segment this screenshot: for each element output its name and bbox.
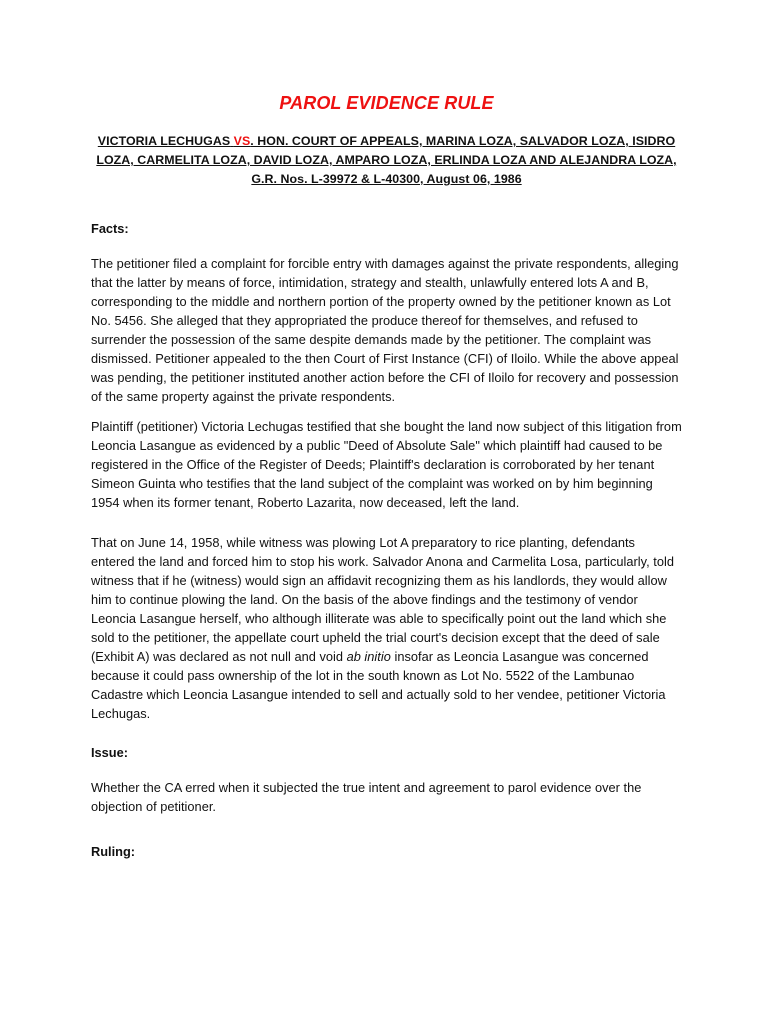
issue-text: Whether the CA erred when it subjected the true intent and agreement to parol evidence over the objection of petitioner. (91, 780, 642, 814)
facts-paragraph-3 (91, 533, 682, 723)
case-caption (91, 132, 682, 189)
facts-paragraph-3-part-b: insofar as Leoncia Lasangue was concerned because it could pass ownership of the lot in the south known as Lot No. 5522 of the Lambunao Cadastre which Leoncia Lasangue intended to sell and actually sold to her vendee, petitioner Victoria Lechugas. (91, 649, 666, 721)
caption-respondents: . HON. COURT OF APPEALS, MARINA LOZA, SALVADOR LOZA, ISIDRO LOZA, CARMELITA LOZA, DAVID LOZA, AMPARO LOZA, ERLINDA LOZA AND ALEJANDRA LOZA, (96, 134, 677, 167)
document-title: PAROL EVIDENCE RULE (279, 93, 494, 113)
issue-heading: Issue: (91, 745, 128, 760)
caption-versus: VS (233, 134, 251, 148)
facts-heading: Facts: (91, 221, 129, 236)
facts-paragraph-3-part-a: That on June 14, 1958, while witness was plowing Lot A preparatory to rice planting, defendants entered the land and forced him to stop his work. Salvador Anona and Carmelita Losa, particularly, told witness that if he (witness) would sign an affidavit recognizing them as his landlords, they would allow him to continue plowing the land. On the basis of the above findings and the testimony of vendor Leoncia Lasangue herself, who although illiterate was able to specifically point out the land which she sold to the petitioner, the appellate court upheld the trial court's decision except that the deed of sale (Exhibit A) was declared as not null and void (91, 535, 674, 664)
facts-paragraph-3-latin-term: ab initio (346, 649, 391, 664)
caption-petitioner: VICTORIA LECHUGAS (97, 134, 231, 148)
caption-citation: G.R. Nos. L-39972 & L-40300, August 06, 1986 (251, 172, 522, 186)
ruling-heading: Ruling: (91, 844, 136, 859)
facts-paragraph-2: Plaintiff (petitioner) Victoria Lechugas testified that she bought the land now subject of this litigation from Leoncia Lasangue as evidenced by a public "Deed of Absolute Sale" which plaintiff had caused to be registered in the Office of the Register of Deeds; Plaintiff's declaration is corroborated by her tenant Simeon Guinta who testifies that the land subject of the complaint was worked on by him beginning 1954 when its former tenant, Roberto Lazarita, now deceased, left the land. (91, 419, 682, 510)
facts-paragraph-1: The petitioner filed a complaint for forcible entry with damages against the private respondents, alleging that the latter by means of force, intimidation, strategy and stealth, unlawfully entered lots A and B, corresponding to the middle and northern portion of the property owned by the petitioner known as Lot No. 5456. She alleged that they appropriated the produce thereof for themselves, and refused to surrender the possession of the same despite demands made by the petitioner. The complaint was dismissed. Petitioner appealed to the then Court of First Instance (CFI) of Iloilo. While the above appeal was pending, the petitioner instituted another action before the CFI of Iloilo for recovery and possession of the same property against the private respondents. (91, 256, 679, 404)
